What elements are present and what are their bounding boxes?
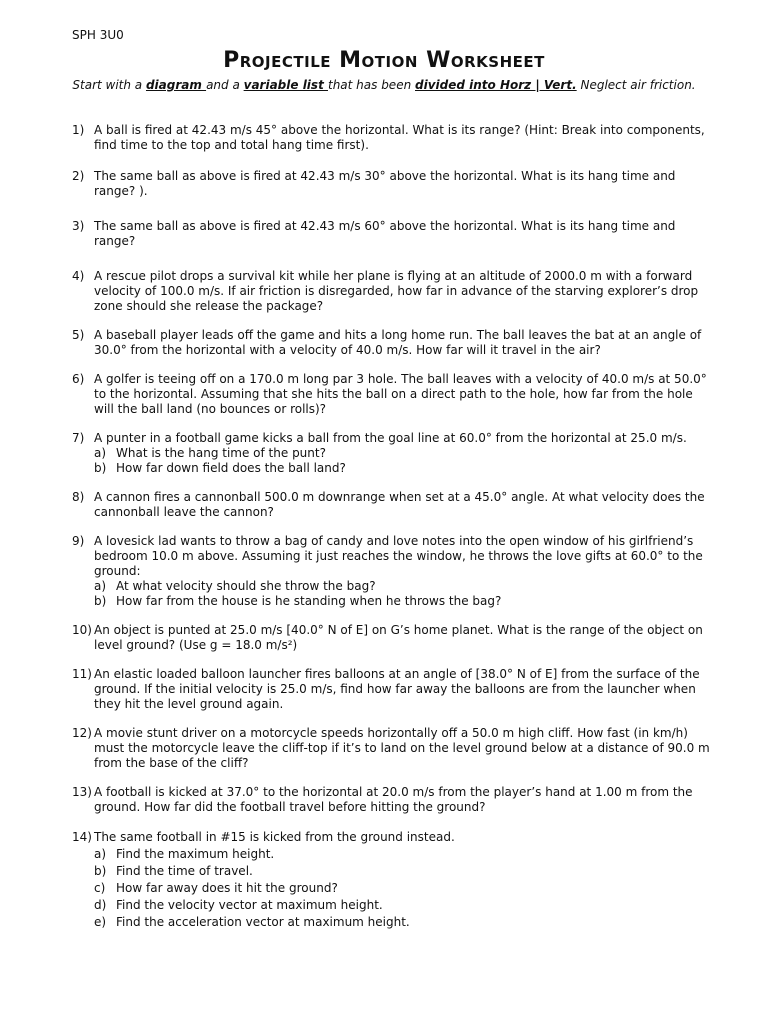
subpart-text: Find the velocity vector at maximum height. [116,898,383,912]
question-number: 1) [72,123,85,137]
question-number: 5) [72,328,85,342]
question-number: 9) [72,534,85,548]
question-14 [72,829,712,931]
question-7 [72,431,712,476]
question-1 [72,123,712,153]
subpart-text: How far down field does the ball land? [116,461,346,475]
subpart-item [94,846,712,863]
subpart-label: a) [94,446,107,460]
subpart-list [94,846,712,931]
subpart-list [94,579,712,609]
question-text: The same football in #15 is kicked from the ground instead. [94,830,455,844]
question-number: 11) [72,667,92,681]
subpart-text: How far from the house is he standing when he throws the bag? [116,594,502,608]
question-number: 2) [72,169,85,183]
course-code: SPH 3U0 [72,28,124,42]
subpart-text: At what velocity should she throw the bag? [116,579,376,593]
question-number: 14) [72,830,92,844]
subpart-label: c) [94,881,106,895]
subpart-label: a) [94,579,107,593]
question-text: A baseball player leads off the game and hits a long home run. The ball leaves the bat at an angle of 30.0° from the horizontal with a velocity of 40.0 m/s. How far will it travel in the air? [94,328,702,357]
question-text: A rescue pilot drops a survival kit while her plane is flying at an altitude of 2000.0 m with a forward velocity of 100.0 m/s. If air friction is disregarded, how far in advance of the starving explorer’s drop zone should she release the package? [94,269,699,313]
question-number: 7) [72,431,85,445]
question-number: 10) [72,623,92,637]
question-8 [72,490,712,520]
question-text: A football is kicked at 37.0° to the horizontal at 20.0 m/s from the player’s hand at 1.00 m from the ground. How far did the football travel before hitting the ground? [94,785,693,814]
subpart-list [94,446,712,476]
subpart-item [94,594,712,609]
instructions-text: Start with a [72,78,146,92]
subpart-item [94,914,712,931]
question-text: An elastic loaded balloon launcher fires balloons at an angle of [38.0° N of E] from the surface of the ground. If the initial velocity is 25.0 m/s, find how far away the balloons are from the launcher when they hit the level ground again. [94,667,700,711]
question-number: 13) [72,785,92,799]
subpart-label: b) [94,461,107,475]
question-12 [72,726,712,771]
subpart-text: Find the maximum height. [116,847,275,861]
question-9 [72,534,712,609]
question-number: 12) [72,726,92,740]
question-2 [72,169,712,199]
question-13 [72,785,712,815]
question-text: A lovesick lad wants to throw a bag of candy and love notes into the open window of his girlfriend’s bedroom 10.0 m above. Assuming it just reaches the window, he throws the love gifts at 60.0° to the ground: [94,534,703,578]
question-11 [72,667,712,712]
question-text: A punter in a football game kicks a ball from the goal line at 60.0° from the horizontal at 25.0 m/s. [94,431,687,445]
question-text: The same ball as above is fired at 42.43 m/s 30° above the horizontal. What is its hang time and range? ). [94,169,676,198]
instructions-text: and a [206,78,244,92]
question-3 [72,219,712,249]
question-number: 4) [72,269,85,283]
subpart-label: e) [94,915,107,929]
page-title: Projectile Motion Worksheet [223,48,545,73]
subpart-label: b) [94,594,107,608]
subpart-item [94,446,712,461]
question-6 [72,372,712,417]
question-number: 3) [72,219,85,233]
subpart-label: b) [94,864,107,878]
subpart-text: Find the time of travel. [116,864,253,878]
instructions-divided: divided into Horz | Vert. [415,78,577,92]
subpart-label: a) [94,847,107,861]
question-5 [72,328,712,358]
question-4 [72,269,712,314]
subpart-item [94,461,712,476]
instructions-diagram: diagram [145,78,207,92]
subpart-text: How far away does it hit the ground? [116,881,338,895]
question-number: 6) [72,372,85,386]
question-text: A golfer is teeing off on a 170.0 m long par 3 hole. The ball leaves with a velocity of 40.0 m/s at 50.0° to the horizontal. Assuming that she hits the ball on a direct path to the hole, how far from the hole will the ball land (no bounces or rolls)? [94,372,707,416]
subpart-text: Find the acceleration vector at maximum height. [116,915,410,929]
subpart-text: What is the hang time of the punt? [116,446,326,460]
subpart-item [94,897,712,914]
subpart-item [94,579,712,594]
question-text: A movie stunt driver on a motorcycle speeds horizontally off a 50.0 m high cliff. How fast (in km/h) must the motorcycle leave the cliff-top if it’s to land on the level ground below at a distance of 90.0 m from the base of the cliff? [94,726,710,770]
question-text: An object is punted at 25.0 m/s [40.0° N of E] on G’s home planet. What is the range of the object on level ground? (Use g = 18.0 m/s²) [94,623,703,652]
question-number: 8) [72,490,85,504]
subpart-item [94,880,712,897]
instructions-text: that has been [327,78,415,92]
instructions-variable-list: variable list [243,78,328,92]
question-10 [72,623,712,653]
instructions [72,78,696,92]
question-text: The same ball as above is fired at 42.43 m/s 60° above the horizontal. What is its hang time and range? [94,219,676,248]
question-list [72,123,712,931]
question-text: A cannon fires a cannonball 500.0 m downrange when set at a 45.0° angle. At what velocity does the cannonball leave the cannon? [94,490,705,519]
subpart-item [94,863,712,880]
subpart-label: d) [94,898,107,912]
instructions-text: Neglect air friction. [576,78,696,92]
question-text: A ball is fired at 42.43 m/s 45° above the horizontal. What is its range? (Hint: Break into components, find time to the top and total hang time first). [94,123,705,152]
